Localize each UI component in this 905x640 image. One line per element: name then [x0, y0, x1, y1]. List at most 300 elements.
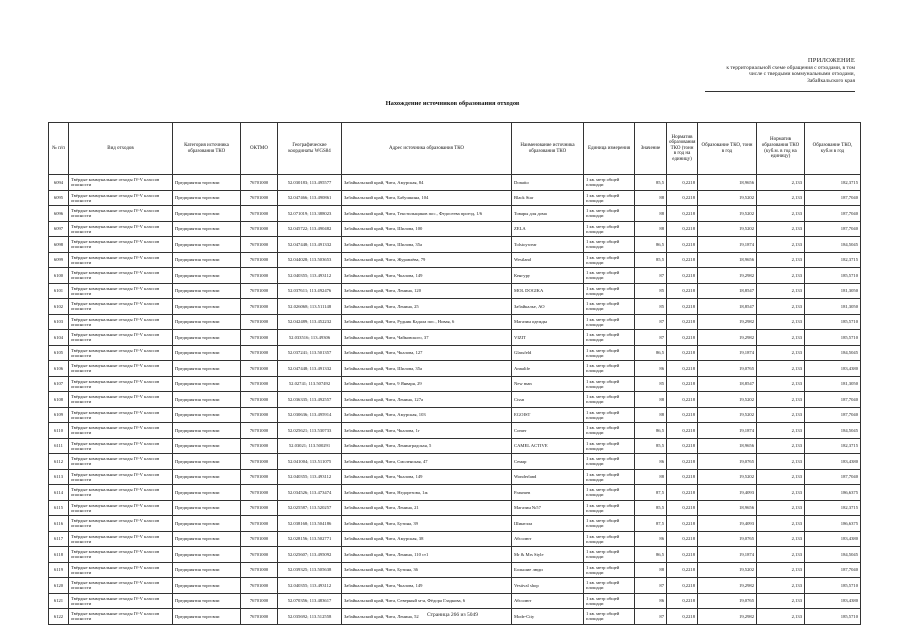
cell-m3-per-year: 184,5045 — [805, 423, 861, 439]
cell-source-category: Предприятия торговли — [173, 392, 241, 408]
cell-waste-type: Твёрдые коммунальные отходы IV-V классов опасности — [69, 252, 173, 268]
cell-value: 87 — [635, 578, 667, 594]
cell-unit: 1 кв. метр общей площади — [584, 345, 635, 361]
cell-source-category: Предприятия торговли — [173, 516, 241, 532]
cell-unit: 1 кв. метр общей площади — [584, 237, 635, 253]
cell-m3-per-year: 181,3050 — [805, 376, 861, 392]
cell-norm-m3: 2,133 — [757, 221, 805, 237]
table-row — [49, 314, 861, 330]
appendix-rule — [705, 91, 855, 92]
cell-coordinates: 52.041004; 113.511075 — [278, 454, 342, 470]
cell-coordinates: 52.034526; 113.473474 — [278, 485, 342, 501]
cell-tons-per-year: 19,5202 — [698, 469, 757, 485]
cell-tons-per-year: 19,5202 — [698, 206, 757, 222]
cell-norm-tons: 0,2218 — [667, 547, 698, 563]
cell-norm-tons: 0,2218 — [667, 237, 698, 253]
cell-waste-type: Твёрдые коммунальные отходы IV-V классов опасности — [69, 531, 173, 547]
cell-coordinates: 52.045722; 113.490482 — [278, 221, 342, 237]
cell-value: 88 — [635, 562, 667, 578]
cell-coordinates: 52.037611; 113.492476 — [278, 283, 342, 299]
table-row — [49, 299, 861, 315]
cell-tons-per-year: 18,9656 — [698, 175, 757, 191]
cell-oktmo: 76701000 — [241, 531, 278, 547]
cell-m3-per-year: 185,5710 — [805, 314, 861, 330]
cell-unit: 1 кв. метр общей площади — [584, 221, 635, 237]
cell-source-category: Предприятия торговли — [173, 283, 241, 299]
cell-row-number: 6108 — [49, 392, 69, 408]
cell-oktmo: 76701000 — [241, 283, 278, 299]
cell-source-category: Предприятия торговли — [173, 190, 241, 206]
header-col-number: № п/п — [49, 123, 69, 175]
cell-value: 87 — [635, 330, 667, 346]
table-row — [49, 547, 861, 563]
cell-waste-type: Твёрдые коммунальные отходы IV-V классов опасности — [69, 438, 173, 454]
waste-sources-table — [48, 122, 861, 625]
cell-value: 87 — [635, 609, 667, 625]
cell-waste-type: Твёрдые коммунальные отходы IV-V классов опасности — [69, 392, 173, 408]
cell-address: Забайкальский край, Чита, Шилова, 35а — [342, 237, 512, 253]
cell-address: Забайкальский край, Чита, Ленина, 21 — [342, 500, 512, 516]
cell-tons-per-year: 19,0765 — [698, 454, 757, 470]
cell-norm-m3: 2,133 — [757, 531, 805, 547]
cell-row-number: 6111 — [49, 438, 69, 454]
header-col-oktmo: ОКТМО — [241, 123, 278, 175]
cell-address: Забайкальский край, Чита, Ленина, 110 ст1 — [342, 547, 512, 563]
cell-coordinates: 52.030183; 113.495577 — [278, 175, 342, 191]
table-row — [49, 175, 861, 191]
cell-source-category: Предприятия торговли — [173, 361, 241, 377]
cell-address: Забайкальский край, Чита, Шилова, 35а — [342, 361, 512, 377]
cell-value: 87 — [635, 314, 667, 330]
cell-tons-per-year: 18,9656 — [698, 438, 757, 454]
cell-row-number: 6118 — [49, 547, 69, 563]
cell-address: Забайкальский край, Чита, Ленина, 25 — [342, 299, 512, 315]
cell-unit: 1 кв. метр общей площади — [584, 609, 635, 625]
cell-value: 86 — [635, 531, 667, 547]
table-row — [49, 345, 861, 361]
cell-coordinates: 52.040355; 113.493112 — [278, 578, 342, 594]
table-row — [49, 423, 861, 439]
cell-source-name: Шинелла — [512, 516, 584, 532]
cell-row-number: 6117 — [49, 531, 69, 547]
table-row — [49, 578, 861, 594]
cell-m3-per-year: 186,6375 — [805, 485, 861, 501]
cell-oktmo: 76701000 — [241, 593, 278, 609]
cell-norm-m3: 2,133 — [757, 268, 805, 284]
cell-m3-per-year: 187,7040 — [805, 469, 861, 485]
cell-m3-per-year: 187,7040 — [805, 392, 861, 408]
cell-coordinates: 52.030636; 113.495914 — [278, 407, 342, 423]
cell-norm-m3: 2,133 — [757, 345, 805, 361]
cell-value: 85,5 — [635, 438, 667, 454]
cell-unit: 1 кв. метр общей площади — [584, 252, 635, 268]
cell-norm-m3: 2,133 — [757, 485, 805, 501]
cell-address: Забайкальский край, Чита, Амурская, 38 — [342, 531, 512, 547]
cell-source-category: Предприятия торговли — [173, 485, 241, 501]
table-row — [49, 454, 861, 470]
cell-value: 85,5 — [635, 175, 667, 191]
cell-coordinates: 52.025621; 113.530733 — [278, 423, 342, 439]
cell-row-number: 6100 — [49, 268, 69, 284]
cell-waste-type: Твёрдые коммунальные отходы IV-V классов опасности — [69, 562, 173, 578]
cell-source-name: Annalife — [512, 361, 584, 377]
cell-waste-type: Твёрдые коммунальные отходы IV-V классов опасности — [69, 547, 173, 563]
table-row — [49, 376, 861, 392]
cell-norm-tons: 0,2218 — [667, 392, 698, 408]
cell-coordinates: 52.039325; 113.505638 — [278, 562, 342, 578]
table-row — [49, 469, 861, 485]
cell-coordinates: 52.038168; 113.504186 — [278, 516, 342, 532]
cell-source-name: Магазин №57 — [512, 500, 584, 516]
cell-source-category: Предприятия торговли — [173, 268, 241, 284]
cell-m3-per-year: 185,5710 — [805, 578, 861, 594]
cell-unit: 1 кв. метр общей площади — [584, 423, 635, 439]
header-col-unit: Единица измерения — [584, 123, 635, 175]
cell-value: 88 — [635, 221, 667, 237]
cell-coordinates: 52.047448; 113.491332 — [278, 361, 342, 377]
cell-norm-m3: 2,133 — [757, 283, 805, 299]
cell-norm-tons: 0,2218 — [667, 485, 698, 501]
cell-source-category: Предприятия торговли — [173, 175, 241, 191]
cell-norm-m3: 2,133 — [757, 175, 805, 191]
cell-source-name: Donatto — [512, 175, 584, 191]
cell-norm-m3: 2,133 — [757, 423, 805, 439]
cell-unit: 1 кв. метр общей площади — [584, 500, 635, 516]
cell-m3-per-year: 185,5710 — [805, 609, 861, 625]
cell-source-name: ZELA — [512, 221, 584, 237]
cell-norm-m3: 2,133 — [757, 578, 805, 594]
cell-norm-m3: 2,133 — [757, 252, 805, 268]
cell-value: 86,5 — [635, 345, 667, 361]
cell-waste-type: Твёрдые коммунальные отходы IV-V классов опасности — [69, 330, 173, 346]
cell-value: 87,5 — [635, 516, 667, 532]
cell-value: 86 — [635, 454, 667, 470]
cell-source-category: Предприятия торговли — [173, 221, 241, 237]
cell-row-number: 6102 — [49, 299, 69, 315]
cell-unit: 1 кв. метр общей площади — [584, 376, 635, 392]
appendix-header — [615, 58, 855, 92]
cell-waste-type: Твёрдые коммунальные отходы IV-V классов опасности — [69, 423, 173, 439]
cell-source-name: CAMEL ACTIVE — [512, 438, 584, 454]
cell-unit: 1 кв. метр общей площади — [584, 485, 635, 501]
cell-address: Забайкальский край, Чита, Ленина, 127а — [342, 392, 512, 408]
cell-norm-tons: 0,2218 — [667, 609, 698, 625]
cell-source-name: Семар — [512, 454, 584, 470]
appendix-line-3: Забайкальского края — [807, 77, 855, 84]
cell-m3-per-year: 182,3715 — [805, 252, 861, 268]
cell-m3-per-year: 186,6375 — [805, 516, 861, 532]
cell-source-name: Большие люди — [512, 562, 584, 578]
cell-waste-type: Твёрдые коммунальные отходы IV-V классов опасности — [69, 206, 173, 222]
cell-source-name: Westland — [512, 252, 584, 268]
cell-row-number: 6105 — [49, 345, 69, 361]
cell-norm-tons: 0,2218 — [667, 268, 698, 284]
appendix-line-1: к территориальной схеме обращения с отходами, в том — [726, 65, 855, 72]
cell-address: Забайкальский край, Чита, Журавлёва, 79 — [342, 252, 512, 268]
cell-value: 86,5 — [635, 547, 667, 563]
cell-coordinates: 52.044028; 113.503653 — [278, 252, 342, 268]
cell-norm-tons: 0,2218 — [667, 299, 698, 315]
cell-unit: 1 кв. метр общей площади — [584, 299, 635, 315]
cell-value: 85,5 — [635, 500, 667, 516]
cell-unit: 1 кв. метр общей площади — [584, 268, 635, 284]
cell-row-number: 6115 — [49, 500, 69, 516]
cell-tons-per-year: 18,8547 — [698, 299, 757, 315]
cell-waste-type: Твёрдые коммунальные отходы IV-V классов опасности — [69, 578, 173, 594]
cell-waste-type: Твёрдые коммунальные отходы IV-V классов опасности — [69, 221, 173, 237]
cell-value: 86,5 — [635, 423, 667, 439]
cell-tons-per-year: 19,4093 — [698, 516, 757, 532]
cell-coordinates: 52.033516; 113.49306 — [278, 330, 342, 346]
cell-tons-per-year: 19,0765 — [698, 593, 757, 609]
cell-waste-type: Твёрдые коммунальные отходы IV-V классов опасности — [69, 361, 173, 377]
header-col-source-name: Наименование источника образования ТКО — [512, 123, 584, 175]
cell-tons-per-year: 19,1874 — [698, 237, 757, 253]
cell-row-number: 6119 — [49, 562, 69, 578]
header-col-tons-per-year: Образование ТКО, тонн в год — [698, 123, 757, 175]
cell-oktmo: 76701000 — [241, 516, 278, 532]
cell-m3-per-year: 187,7040 — [805, 221, 861, 237]
cell-oktmo: 76701000 — [241, 609, 278, 625]
cell-norm-m3: 2,133 — [757, 330, 805, 346]
cell-unit: 1 кв. метр общей площади — [584, 407, 635, 423]
cell-unit: 1 кв. метр общей площади — [584, 578, 635, 594]
header-col-address: Адрес источника образования ТКО — [342, 123, 512, 175]
cell-source-category: Предприятия торговли — [173, 593, 241, 609]
cell-oktmo: 76701000 — [241, 578, 278, 594]
cell-norm-tons: 0,2218 — [667, 252, 698, 268]
cell-m3-per-year: 187,7040 — [805, 407, 861, 423]
cell-unit: 1 кв. метр общей площади — [584, 190, 635, 206]
cell-oktmo: 76701000 — [241, 500, 278, 516]
header-col-waste-type: Вид отходов — [69, 123, 173, 175]
cell-source-category: Предприятия торговли — [173, 562, 241, 578]
cell-source-category: Предприятия торговли — [173, 500, 241, 516]
cell-norm-tons: 0,2218 — [667, 407, 698, 423]
cell-address: Забайкальский край, Чита, 9 Января, 29 — [342, 376, 512, 392]
cell-oktmo: 76701000 — [241, 330, 278, 346]
cell-source-name: Black Star — [512, 190, 584, 206]
cell-oktmo: 76701000 — [241, 454, 278, 470]
cell-unit: 1 кв. метр общей площади — [584, 562, 635, 578]
cell-oktmo: 76701000 — [241, 268, 278, 284]
cell-tons-per-year: 19,2982 — [698, 609, 757, 625]
table-body — [49, 175, 861, 625]
table-row — [49, 268, 861, 284]
cell-coordinates: 52.025587; 113.520257 — [278, 500, 342, 516]
table-row — [49, 252, 861, 268]
cell-m3-per-year: 182,3715 — [805, 500, 861, 516]
cell-norm-tons: 0,2218 — [667, 469, 698, 485]
header-col-coordinates: Географические координаты WGS84 — [278, 123, 342, 175]
cell-norm-tons: 0,2218 — [667, 423, 698, 439]
cell-value: 88 — [635, 392, 667, 408]
cell-tons-per-year: 19,5202 — [698, 392, 757, 408]
cell-coordinates: 52.071019; 113.388023 — [278, 206, 342, 222]
cell-row-number: 6096 — [49, 206, 69, 222]
cell-tons-per-year: 19,4093 — [698, 485, 757, 501]
document-title: Нахождение источников образования отходов — [385, 100, 520, 107]
cell-norm-m3: 2,133 — [757, 500, 805, 516]
cell-tons-per-year: 19,0765 — [698, 531, 757, 547]
table-row — [49, 190, 861, 206]
cell-source-category: Предприятия торговли — [173, 376, 241, 392]
table-row — [49, 206, 861, 222]
cell-waste-type: Твёрдые коммунальные отходы IV-V классов опасности — [69, 283, 173, 299]
cell-address: Забайкальский край, Чита, Чкалова, 149 — [342, 469, 512, 485]
cell-address: Забайкальский край, Чита, Чкалова, 149 — [342, 578, 512, 594]
cell-address: Забайкальский край, Чита, Амурская, 84 — [342, 175, 512, 191]
cell-source-category: Предприятия торговли — [173, 578, 241, 594]
cell-waste-type: Твёрдые коммунальные отходы IV-V классов опасности — [69, 407, 173, 423]
cell-tons-per-year: 19,1874 — [698, 345, 757, 361]
cell-tons-per-year: 18,9656 — [698, 500, 757, 516]
cell-unit: 1 кв. метр общей площади — [584, 438, 635, 454]
appendix-title: ПРИЛОЖЕНИЕ — [807, 57, 855, 64]
cell-norm-m3: 2,133 — [757, 392, 805, 408]
cell-address: Забайкальский край, Чита, Ленина, 120 — [342, 283, 512, 299]
cell-row-number: 6094 — [49, 175, 69, 191]
cell-m3-per-year: 181,3050 — [805, 283, 861, 299]
cell-row-number: 6095 — [49, 190, 69, 206]
cell-norm-m3: 2,133 — [757, 361, 805, 377]
cell-tons-per-year: 18,8547 — [698, 376, 757, 392]
cell-oktmo: 76701000 — [241, 562, 278, 578]
cell-m3-per-year: 187,7040 — [805, 562, 861, 578]
header-col-value: Значение — [635, 123, 667, 175]
cell-value: 88 — [635, 469, 667, 485]
cell-address: Забайкальский край, Чита, Ленинградская, 5 — [342, 438, 512, 454]
table-row — [49, 330, 861, 346]
cell-unit: 1 кв. метр общей площади — [584, 361, 635, 377]
cell-norm-m3: 2,133 — [757, 438, 805, 454]
cell-row-number: 6097 — [49, 221, 69, 237]
cell-address: Забайкальский край, Чита, Амурская, 103 — [342, 407, 512, 423]
cell-m3-per-year: 184,5045 — [805, 547, 861, 563]
cell-tons-per-year: 19,5202 — [698, 562, 757, 578]
cell-address: Забайкальский край, Чита, Шилова, 100 — [342, 221, 512, 237]
cell-row-number: 6107 — [49, 376, 69, 392]
cell-norm-tons: 0,2218 — [667, 376, 698, 392]
cell-norm-tons: 0,2218 — [667, 206, 698, 222]
cell-unit: 1 кв. метр общей площади — [584, 531, 635, 547]
cell-row-number: 6112 — [49, 454, 69, 470]
cell-norm-m3: 2,133 — [757, 206, 805, 222]
cell-norm-m3: 2,133 — [757, 314, 805, 330]
cell-m3-per-year: 185,5710 — [805, 330, 861, 346]
table-row — [49, 221, 861, 237]
cell-tons-per-year: 18,8547 — [698, 283, 757, 299]
cell-norm-tons: 0,2218 — [667, 345, 698, 361]
cell-value: 86 — [635, 361, 667, 377]
cell-coordinates: 52.026068; 113.511148 — [278, 299, 342, 315]
cell-value: 87,5 — [635, 485, 667, 501]
cell-source-name: Абсолют — [512, 593, 584, 609]
cell-coordinates: 52.070356; 113.483617 — [278, 593, 342, 609]
cell-address: Забайкальский край, Чита, Бабушкина, 104 — [342, 190, 512, 206]
cell-source-category: Предприятия торговли — [173, 345, 241, 361]
cell-coordinates: 52.042489; 113.452232 — [278, 314, 342, 330]
cell-value: 85 — [635, 283, 667, 299]
cell-norm-tons: 0,2218 — [667, 516, 698, 532]
cell-tons-per-year: 19,1874 — [698, 423, 757, 439]
cell-waste-type: Твёрдые коммунальные отходы IV-V классов опасности — [69, 345, 173, 361]
cell-source-name: Товары для дома — [512, 206, 584, 222]
cell-row-number: 6110 — [49, 423, 69, 439]
cell-waste-type: Твёрдые коммунальные отходы IV-V классов опасности — [69, 237, 173, 253]
cell-norm-m3: 2,133 — [757, 454, 805, 470]
cell-norm-tons: 0,2218 — [667, 438, 698, 454]
cell-source-name: New man — [512, 376, 584, 392]
cell-unit: 1 кв. метр общей площади — [584, 547, 635, 563]
cell-coordinates: 52.035692; 113.512558 — [278, 609, 342, 625]
cell-waste-type: Твёрдые коммунальные отходы IV-V классов опасности — [69, 485, 173, 501]
cell-value: 88 — [635, 407, 667, 423]
table-row — [49, 531, 861, 547]
cell-source-name: Vestival shop — [512, 578, 584, 594]
cell-value: 88 — [635, 190, 667, 206]
header-col-m3-per-year: Образование ТКО, куб.м в год — [805, 123, 861, 175]
cell-address: Забайкальский край, Чита, Чкалова, 127 — [342, 345, 512, 361]
cell-coordinates: 52.03021; 113.500291 — [278, 438, 342, 454]
cell-oktmo: 76701000 — [241, 237, 278, 253]
table-header-row — [49, 123, 861, 175]
cell-source-category: Предприятия торговли — [173, 438, 241, 454]
table-row — [49, 500, 861, 516]
cell-m3-per-year: 184,5045 — [805, 237, 861, 253]
cell-row-number: 6106 — [49, 361, 69, 377]
table-row — [49, 237, 861, 253]
cell-norm-tons: 0,2218 — [667, 531, 698, 547]
cell-source-name: EGOIST — [512, 407, 584, 423]
cell-oktmo: 76701000 — [241, 485, 278, 501]
cell-oktmo: 76701000 — [241, 361, 278, 377]
cell-source-name: Абсолют — [512, 531, 584, 547]
cell-waste-type: Твёрдые коммунальные отходы IV-V классов опасности — [69, 469, 173, 485]
cell-oktmo: 76701000 — [241, 469, 278, 485]
cell-address: Забайкальский край, Чита, Бутина, 36 — [342, 562, 512, 578]
cell-norm-tons: 0,2218 — [667, 330, 698, 346]
cell-norm-tons: 0,2218 — [667, 361, 698, 377]
cell-oktmo: 76701000 — [241, 221, 278, 237]
cell-source-name: Tolstoywear — [512, 237, 584, 253]
cell-m3-per-year: 185,5710 — [805, 268, 861, 284]
cell-value: 85 — [635, 299, 667, 315]
table-row — [49, 593, 861, 609]
cell-m3-per-year: 183,4380 — [805, 361, 861, 377]
cell-source-category: Предприятия торговли — [173, 330, 241, 346]
cell-norm-tons: 0,2218 — [667, 578, 698, 594]
cell-norm-tons: 0,2218 — [667, 221, 698, 237]
cell-tons-per-year: 19,2982 — [698, 314, 757, 330]
cell-source-category: Предприятия торговли — [173, 531, 241, 547]
table-row — [49, 562, 861, 578]
cell-oktmo: 76701000 — [241, 190, 278, 206]
cell-oktmo: 76701000 — [241, 314, 278, 330]
cell-source-name: Fraumen — [512, 485, 584, 501]
cell-waste-type: Твёрдые коммунальные отходы IV-V классов опасности — [69, 190, 173, 206]
cell-unit: 1 кв. метр общей площади — [584, 593, 635, 609]
cell-tons-per-year: 19,2982 — [698, 578, 757, 594]
cell-tons-per-year: 19,0765 — [698, 361, 757, 377]
cell-address: Забайкальский край, Чита, Рудник Кадала пос., Новая, 6 — [342, 314, 512, 330]
cell-coordinates: 52.036335; 113.492557 — [278, 392, 342, 408]
cell-tons-per-year: 19,2982 — [698, 268, 757, 284]
table-row — [49, 516, 861, 532]
cell-oktmo: 76701000 — [241, 438, 278, 454]
cell-norm-m3: 2,133 — [757, 299, 805, 315]
cell-source-name: Кенгуру — [512, 268, 584, 284]
